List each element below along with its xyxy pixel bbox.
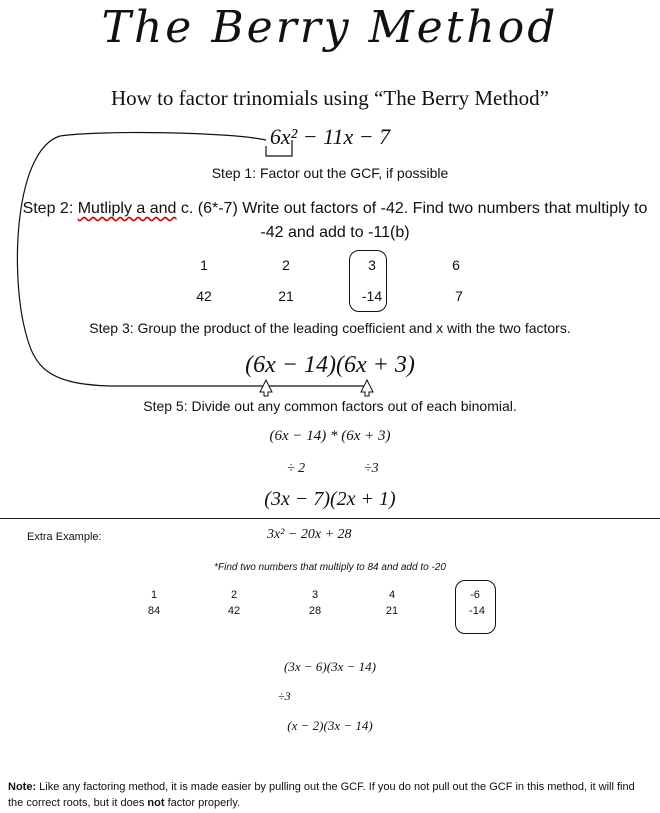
extra-factor-bottom-4: 21 <box>385 605 399 617</box>
bracket-mark <box>266 140 292 156</box>
factor-bottom-3: -14 <box>361 288 383 304</box>
divisor-2: ÷3 <box>364 461 379 476</box>
note-text-1: Like any factoring method, it is made easier by pulling out the GCF. If you do not pull out the GCF in this method, it will find the correct roots, but it does <box>8 781 635 809</box>
extra-factor-top-1: 1 <box>150 589 158 601</box>
extra-factor-top-5: -6 <box>470 589 480 601</box>
page-title: The Berry Method <box>101 2 559 53</box>
up-arrow-right-icon <box>361 380 373 396</box>
binomials-expression: (6x − 14) * (6x + 3) <box>269 428 391 444</box>
note-text-2: factor properly. <box>164 797 241 809</box>
up-arrow-left-icon <box>260 380 272 396</box>
factor-bottom-1: 42 <box>196 288 212 304</box>
factor-top-3: 3 <box>368 257 376 273</box>
grouped-expression: (6x − 14)(6x + 3) <box>245 352 415 378</box>
extra-divisor: ÷3 <box>278 689 291 703</box>
step-2-prefix: Step 2: <box>22 200 78 217</box>
factor-top-2: 2 <box>282 257 290 273</box>
extra-result: (x − 2)(3x − 14) <box>287 718 373 733</box>
extra-factor-top-4: 4 <box>388 589 396 601</box>
factor-top-4: 6 <box>452 257 460 273</box>
extra-factor-bottom-1: 84 <box>147 605 161 617</box>
main-expression: 6x² − 11x − 7 <box>269 124 391 149</box>
section-divider <box>0 518 660 519</box>
factor-top-1: 1 <box>200 257 208 273</box>
extra-factor-bottom-5: -14 <box>469 605 485 617</box>
divisor-1: ÷ 2 <box>287 461 306 476</box>
factor-bottom-2: 21 <box>278 288 294 304</box>
extra-factor-bottom-2: 42 <box>227 605 241 617</box>
step-1: Step 1: Factor out the GCF, if possible <box>211 165 449 181</box>
extra-example-label: Extra Example: <box>27 531 102 543</box>
extra-factor-top-2: 2 <box>230 589 238 601</box>
extra-factor-top-3: 3 <box>311 589 319 601</box>
note-paragraph <box>8 779 653 811</box>
subtitle: How to factor trinomials using “The Berry Method” <box>111 86 549 110</box>
extra-grouped: (3x − 6)(3x − 14) <box>284 659 376 674</box>
connector-curve <box>17 133 368 386</box>
step-3: Step 3: Group the product of the leading coefficient and x with the two factors. <box>89 320 571 336</box>
note-bold-word: not <box>147 797 165 809</box>
factor-bottom-4: 7 <box>455 288 463 304</box>
extra-hint: *Find two numbers that multiply to 84 and add to -20 <box>214 562 446 573</box>
step-2-underlined: Mutliply a and <box>77 200 177 217</box>
step-2-rest: c. (6*-7) Write out factors of -42. Find two numbers that multiply to -42 and add to -11(b) <box>176 200 648 241</box>
extra-factor-bottom-3: 28 <box>308 605 322 617</box>
step-5: Step 5: Divide out any common factors out of each binomial. <box>143 398 517 414</box>
note-label: Note: <box>8 781 37 793</box>
result-expression: (3x − 7)(2x + 1) <box>264 488 396 510</box>
extra-expression: 3x² − 20x + 28 <box>267 527 352 542</box>
